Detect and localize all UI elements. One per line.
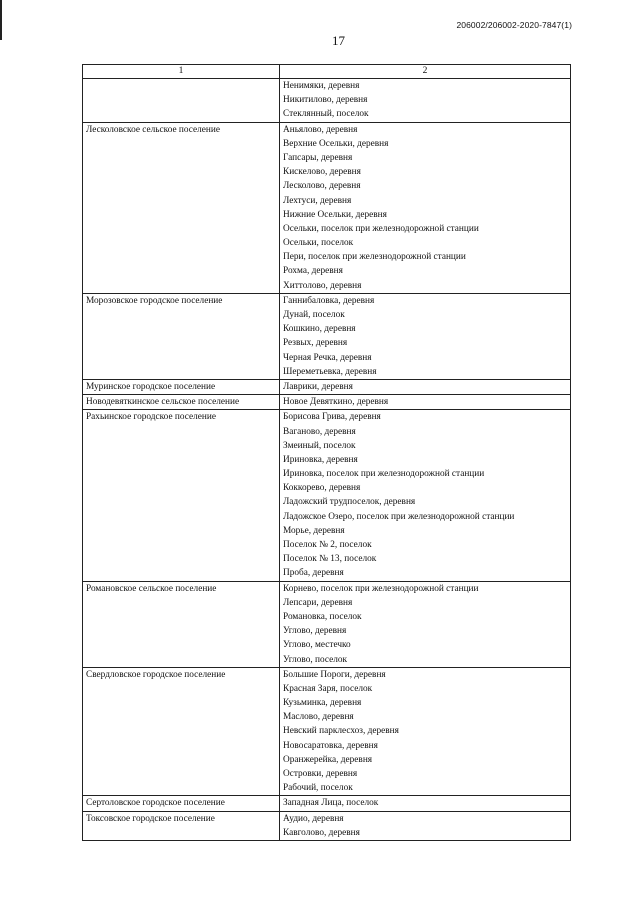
settlement-item: Углово, местечко — [283, 640, 351, 651]
settlements-cell — [280, 581, 571, 667]
table-header-row — [83, 65, 571, 79]
table-row — [83, 79, 571, 123]
column-header-2: 2 — [280, 65, 571, 79]
settlement-item: Островки, деревня — [283, 769, 358, 780]
settlements-cell — [280, 79, 571, 123]
settlement-item: Осельки, поселок — [283, 238, 354, 249]
municipality-cell: Романовское сельское поселение — [83, 581, 280, 667]
page-number: 17 — [332, 33, 345, 48]
document-id: 206002/206002-2020-7847(1) — [456, 20, 572, 30]
settlement-item: Ваганово, деревня — [283, 426, 356, 437]
settlements-cell — [280, 667, 571, 796]
municipality-cell: Свердловское городское поселение — [83, 667, 280, 796]
settlement-item: Невский парклесхоз, деревня — [283, 726, 399, 737]
settlement-item: Проба, деревня — [283, 568, 344, 579]
municipality-cell: Токсовское городское поселение — [83, 811, 280, 840]
settlement-item: Корнево, поселок при железнодорожной станции — [283, 583, 479, 594]
settlement-item: Змеиный, поселок — [283, 440, 356, 451]
settlement-item: Кавголово, деревня — [283, 827, 360, 838]
settlement-item: Хиттолово, деревня — [283, 280, 362, 291]
settlement-item: Дунай, поселок — [283, 310, 345, 320]
settlement-item: Кошкино, деревня — [283, 324, 356, 335]
settlement-item: Ириновка, поселок при железнодорожной станции — [283, 469, 485, 480]
settlement-item: Гапсары, деревня — [283, 152, 353, 163]
settlement-item: Коккорево, деревня — [283, 483, 361, 494]
settlements-cell — [280, 293, 571, 379]
settlement-item: Лехтуси, деревня — [283, 195, 352, 206]
settlements-cell — [280, 122, 571, 293]
settlement-item: Пери, поселок при железнодорожной станции — [283, 252, 466, 263]
column-header-1: 1 — [83, 65, 280, 79]
settlement-item: Аудио, деревня — [283, 813, 344, 824]
municipality-cell — [83, 79, 280, 123]
settlement-item: Поселок № 2, поселок — [283, 540, 372, 551]
table-body — [83, 79, 571, 841]
municipality-cell: Рахьинское городское поселение — [83, 410, 280, 581]
settlement-item: Черная Речка, деревня — [283, 352, 372, 363]
settlements-cell — [280, 410, 571, 581]
settlement-item: Нижние Осельки, деревня — [283, 209, 387, 220]
settlement-item: Романовка, поселок — [283, 611, 362, 622]
settlement-item: Красная Заря, поселок — [283, 683, 373, 694]
settlement-item: Морье, деревня — [283, 525, 345, 536]
table-row — [83, 796, 571, 811]
municipality-cell: Сертоловское городское поселение — [83, 796, 280, 811]
settlements-cell — [280, 811, 571, 840]
settlement-item: Ладожский трудпоселок, деревня — [283, 497, 416, 508]
settlement-item: Углово, деревня — [283, 626, 347, 637]
settlement-item: Лепсари, деревня — [283, 597, 353, 608]
settlement-item: Оранжерейка, деревня — [283, 754, 373, 765]
table-row — [83, 667, 571, 796]
settlement-item: Шереметьевка, деревня — [283, 366, 377, 377]
municipality-cell: Новодевяткинское сельское поселение — [83, 395, 280, 410]
table-row — [83, 410, 571, 581]
settlement-item: Борисова Грива, деревня — [283, 412, 381, 423]
municipality-cell: Морозовское городское поселение — [83, 293, 280, 379]
settlement-item: Ириновка, деревня — [283, 454, 358, 465]
settlement-item: Резвых, деревня — [283, 338, 348, 349]
table-row — [83, 395, 571, 410]
settlement-item: Лесколово, деревня — [283, 181, 361, 192]
settlement-item: Кискелово, деревня — [283, 167, 361, 178]
settlement-item: Рохма, деревня — [283, 266, 343, 277]
settlement-item: Осельки, поселок при железнодорожной станции — [283, 223, 479, 234]
settlement-item: Маслово, деревня — [283, 712, 354, 723]
settlement-item: Рабочий, поселок — [283, 783, 353, 794]
settlement-item: Новосаратовка, деревня — [283, 740, 378, 751]
table-row — [83, 581, 571, 667]
settlement-item: Никитилово, деревня — [283, 95, 368, 106]
settlements-cell — [280, 379, 571, 394]
settlement-item: Новое Девяткино, деревня — [283, 397, 389, 408]
settlement-item: Аньялово, деревня — [283, 124, 358, 135]
settlement-item: Большие Пороги, деревня — [283, 669, 386, 680]
table-row — [83, 293, 571, 379]
settlement-item: Ганнибаловка, деревня — [283, 295, 375, 306]
settlements-table — [82, 64, 571, 841]
settlement-item: Верхние Осельки, деревня — [283, 138, 389, 149]
table-row — [83, 811, 571, 840]
municipality-cell: Лесколовское сельское поселение — [83, 122, 280, 293]
settlement-item: Углово, поселок — [283, 654, 348, 665]
table-row — [83, 122, 571, 293]
settlement-item: Западная Лица, поселок — [283, 798, 379, 809]
settlement-item: Лаврики, деревня — [283, 381, 353, 392]
settlement-item: Поселок № 13, поселок — [283, 554, 377, 565]
settlement-item: Ненимяки, деревня — [283, 81, 360, 91]
settlements-cell — [280, 796, 571, 811]
settlement-item: Ладожское Озеро, поселок при железнодорожной станции — [283, 511, 515, 522]
settlement-item: Стеклянный, поселок — [283, 109, 369, 120]
settlement-item: Кузьминка, деревня — [283, 698, 362, 709]
settlements-cell — [280, 395, 571, 410]
table-row — [83, 379, 571, 394]
municipality-cell: Муринское городское поселение — [83, 379, 280, 394]
